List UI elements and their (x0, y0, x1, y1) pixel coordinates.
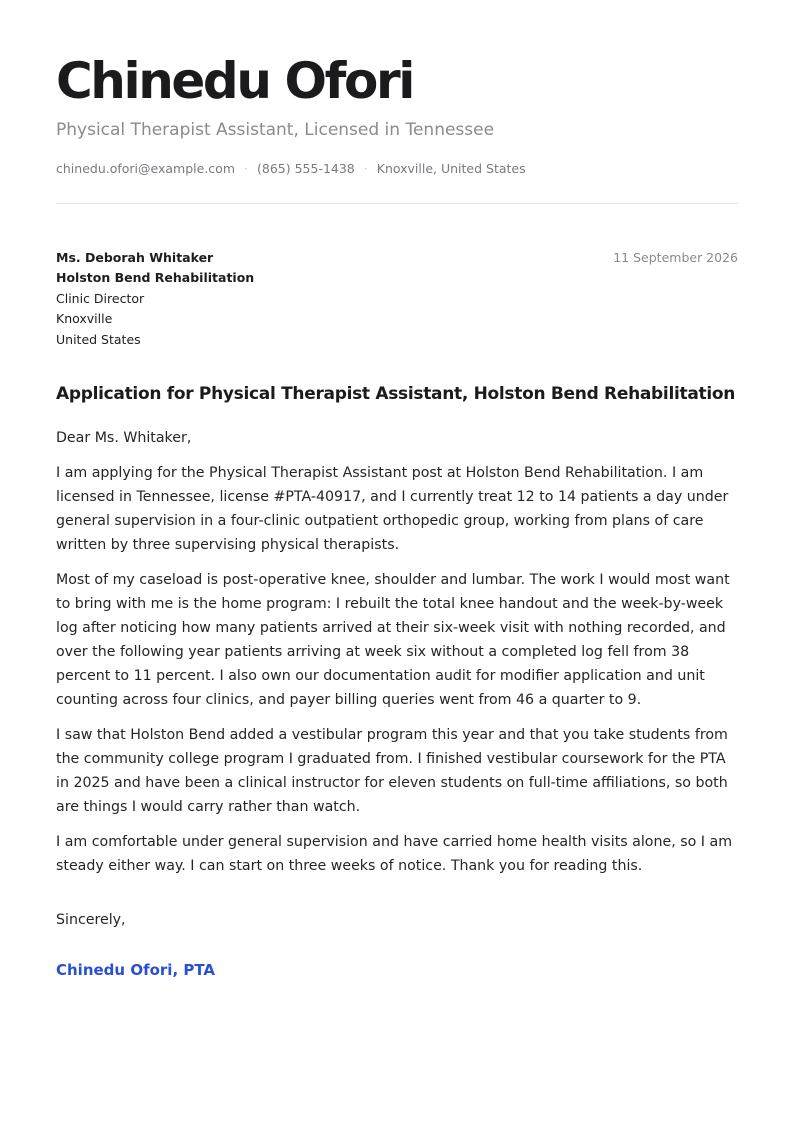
signature: Chinedu Ofori, PTA (56, 961, 216, 979)
recipient-country: United States (56, 331, 141, 347)
letter-subject: Application for Physical Therapist Assistant, Holston Bend Rehabilitation (56, 384, 736, 404)
contact-email[interactable]: chinedu.ofori@example.com (56, 161, 235, 176)
body-paragraph: I saw that Holston Bend added a vestibular program this year and that you take students from the community college program I graduated from. I finished vestibular coursework for the PTA in 2025 and have been a clinical instructor for eleven students on full-time affiliations, so both are things I would carry rather than watch. (56, 727, 728, 815)
contact-line (56, 160, 526, 178)
recipient-city: Knoxville (56, 311, 113, 327)
recipient-name: Ms. Deborah Whitaker (56, 250, 214, 265)
recipient-block (56, 248, 254, 350)
letter-body (56, 426, 742, 889)
body-paragraph: Most of my caseload is post-operative knee, shoulder and lumbar. The work I would most want to bring with me is the home program: I rebuilt the total knee handout and the week-by-week log after noticing how many patients arrived at their six-week visit with nothing recorded, and over the following year patients arriving at week six without a completed log fell from 38 percent to 11 percent. I also own our documentation audit for modifier application and unit counting across four clinics, and payer billing queries went from 46 a quarter to 9. (56, 572, 730, 708)
closing: Sincerely, (56, 912, 126, 928)
letter-date: 11 September 2026 (613, 250, 738, 265)
header-divider (56, 203, 738, 204)
body-paragraph: I am comfortable under general supervision and have carried home health visits alone, so I am steady either way. I can start on three weeks of notice. Thank you for reading this. (56, 834, 733, 874)
recipient-organization: Holston Bend Rehabilitation (56, 270, 255, 286)
applicant-headline: Physical Therapist Assistant, Licensed in Tennessee (56, 120, 495, 140)
contact-phone[interactable]: (865) 555-1438 (256, 161, 355, 176)
separator-dot: · (244, 161, 248, 176)
body-paragraph: I am applying for the Physical Therapist Assistant post at Holston Bend Rehabilitation. I am licensed in Tennessee, license #PTA-40917, and I currently treat 12 to 14 patients a day under general supervision in a four-clinic outpatient orthopedic group, working from plans of care written by three supervising physical therapists. (56, 465, 729, 553)
salutation: Dear Ms. Whitaker, (56, 430, 192, 446)
applicant-name: Chinedu Ofori (56, 52, 413, 110)
separator-dot: · (363, 161, 368, 176)
recipient-title: Clinic Director (56, 290, 145, 306)
contact-location: Knoxville, United States (376, 161, 526, 176)
